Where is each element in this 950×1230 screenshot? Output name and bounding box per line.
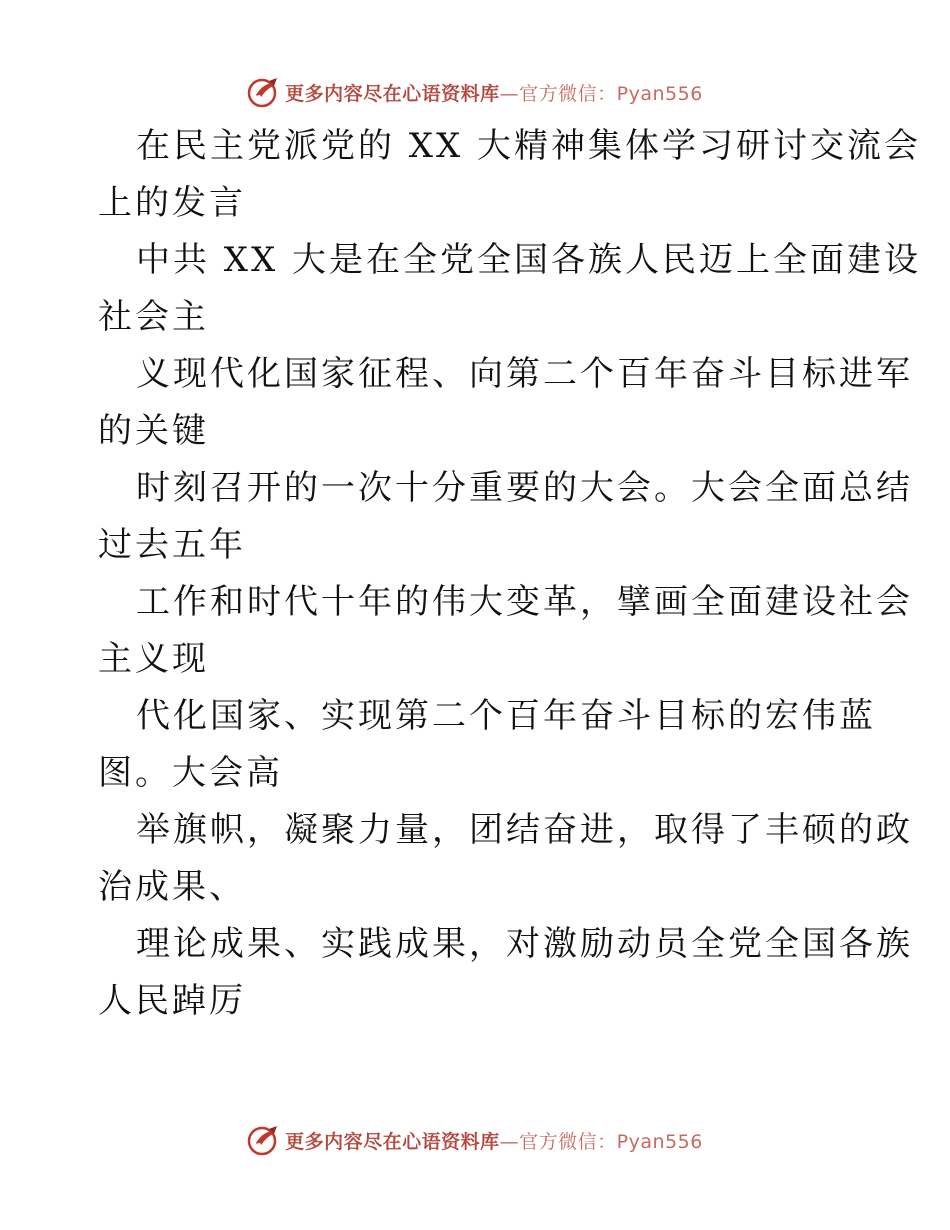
watermark-text bbox=[285, 79, 703, 106]
paragraph-first-line: 时刻召开的一次十分重要的大会。大会全面总结 bbox=[136, 468, 913, 508]
paragraph-first-line: 理论成果、实践成果，对激励动员全党全国各族 bbox=[136, 924, 913, 964]
paragraph-continuation: 的关键 bbox=[98, 411, 209, 451]
pen-logo-icon bbox=[247, 1123, 281, 1157]
paragraph-first-line: 中共 XX 大是在全党全国各族人民迈上全面建设 bbox=[136, 240, 922, 280]
paragraph-continuation: 图。大会高 bbox=[98, 753, 283, 793]
paragraph-continuation: 上的发言 bbox=[98, 183, 246, 223]
paragraph bbox=[98, 802, 913, 916]
paragraph-first-line: 在民主党派党的 XX 大精神集体学习研讨交流会 bbox=[136, 126, 922, 166]
paragraph bbox=[98, 574, 913, 688]
header-watermark bbox=[0, 72, 950, 112]
paragraph-continuation: 治成果、 bbox=[98, 867, 246, 907]
paragraph-first-line: 义现代化国家征程、向第二个百年奋斗目标进军 bbox=[136, 354, 913, 394]
paragraph-first-line: 举旗帜，凝聚力量，团结奋进，取得了丰硕的政 bbox=[136, 810, 913, 850]
paragraph-first-line: 代化国家、实现第二个百年奋斗目标的宏伟蓝 bbox=[136, 696, 876, 736]
pen-logo-icon bbox=[247, 75, 281, 109]
watermark-sub: 官方微信：Pyan556 bbox=[519, 1130, 703, 1153]
paragraph-first-line: 工作和时代十年的伟大变革，擘画全面建设社会 bbox=[136, 582, 913, 622]
watermark-main: 更多内容尽在心语资料库 bbox=[285, 1130, 500, 1153]
watermark-text bbox=[285, 1127, 703, 1154]
paragraph-continuation: 人民踔厉 bbox=[98, 981, 246, 1021]
paragraph-continuation: 过去五年 bbox=[98, 525, 246, 565]
watermark-main: 更多内容尽在心语资料库 bbox=[285, 82, 500, 105]
watermark-dash: — bbox=[499, 82, 520, 105]
paragraph bbox=[98, 460, 913, 574]
paragraph-continuation: 社会主 bbox=[98, 297, 209, 337]
paragraph bbox=[98, 688, 876, 802]
paragraph bbox=[98, 232, 922, 346]
paragraph-continuation: 主义现 bbox=[98, 639, 209, 679]
paragraph bbox=[98, 916, 913, 1030]
footer-watermark bbox=[0, 1120, 950, 1160]
watermark-dash: — bbox=[499, 1130, 520, 1153]
watermark-sub: 官方微信：Pyan556 bbox=[519, 82, 703, 105]
paragraph bbox=[98, 118, 922, 232]
paragraph bbox=[98, 346, 913, 460]
document-body bbox=[98, 118, 922, 1030]
